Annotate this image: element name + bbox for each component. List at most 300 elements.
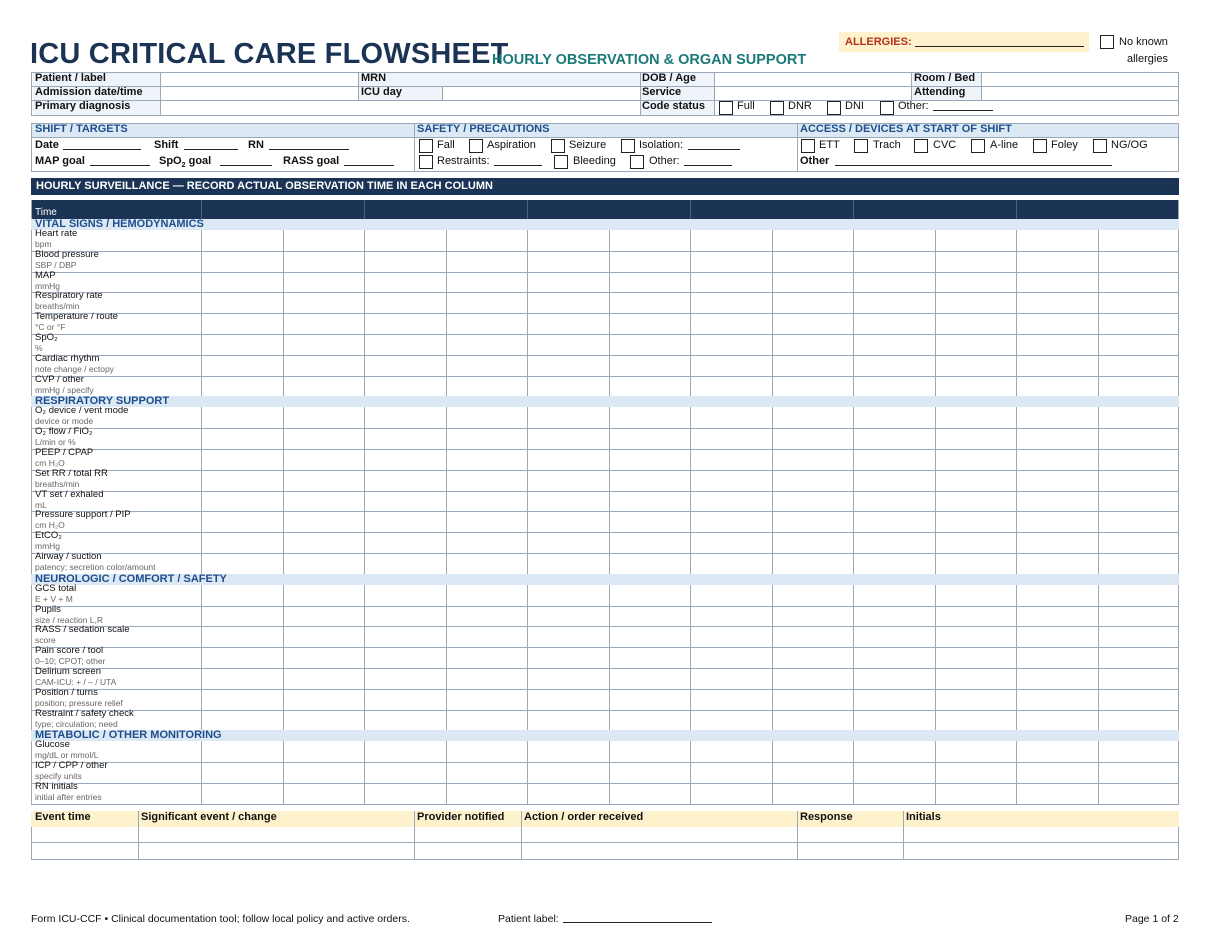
observation-cell[interactable] (610, 607, 690, 626)
fall-checkbox[interactable] (419, 139, 433, 153)
observation-cell[interactable] (1017, 512, 1097, 531)
observation-cell[interactable] (1017, 471, 1097, 490)
observation-cell[interactable] (1099, 763, 1179, 782)
observation-cell[interactable] (1099, 314, 1179, 333)
observation-cell[interactable] (854, 607, 934, 626)
allergies-field[interactable] (915, 46, 1084, 47)
observation-cell[interactable] (773, 293, 853, 312)
observation-cell[interactable] (284, 784, 364, 803)
observation-cell[interactable] (1017, 586, 1097, 605)
observation-cell[interactable] (284, 627, 364, 646)
observation-cell[interactable] (447, 231, 527, 250)
observation-cell[interactable] (365, 335, 445, 354)
trach-checkbox[interactable] (854, 139, 868, 153)
observation-cell[interactable] (1099, 231, 1179, 250)
observation-cell[interactable] (1099, 356, 1179, 375)
observation-cell[interactable] (1017, 763, 1097, 782)
observation-cell[interactable] (202, 314, 282, 333)
observation-cell[interactable] (528, 533, 608, 552)
event-time-cell[interactable] (33, 844, 138, 858)
observation-cell[interactable] (1017, 784, 1097, 803)
observation-cell[interactable] (365, 554, 445, 573)
observation-cell[interactable] (284, 252, 364, 271)
rass-goal-field[interactable] (344, 165, 394, 166)
observation-cell[interactable] (1099, 648, 1179, 667)
observation-cell[interactable] (936, 690, 1016, 709)
observation-cell[interactable] (447, 784, 527, 803)
observation-cell[interactable] (691, 586, 771, 605)
isolation-checkbox[interactable] (621, 139, 635, 153)
observation-cell[interactable] (936, 273, 1016, 292)
observation-cell[interactable] (1099, 335, 1179, 354)
observation-cell[interactable] (773, 648, 853, 667)
observation-cell[interactable] (447, 252, 527, 271)
observation-cell[interactable] (528, 231, 608, 250)
observation-cell[interactable] (854, 314, 934, 333)
observation-cell[interactable] (854, 742, 934, 761)
observation-cell[interactable] (528, 586, 608, 605)
observation-cell[interactable] (365, 471, 445, 490)
observation-cell[interactable] (528, 273, 608, 292)
observation-cell[interactable] (691, 408, 771, 427)
observation-cell[interactable] (691, 450, 771, 469)
observation-cell[interactable] (528, 742, 608, 761)
observation-cell[interactable] (528, 252, 608, 271)
observation-cell[interactable] (610, 231, 690, 250)
observation-cell[interactable] (610, 273, 690, 292)
footer-patient-field[interactable] (563, 922, 712, 923)
observation-cell[interactable] (284, 533, 364, 552)
observation-cell[interactable] (447, 627, 527, 646)
observation-cell[interactable] (854, 471, 934, 490)
observation-cell[interactable] (773, 742, 853, 761)
observation-cell[interactable] (773, 784, 853, 803)
observation-cell[interactable] (365, 252, 445, 271)
observation-cell[interactable] (773, 492, 853, 511)
observation-cell[interactable] (1099, 252, 1179, 271)
shift-field[interactable] (184, 149, 238, 150)
observation-cell[interactable] (936, 648, 1016, 667)
event-time-cell[interactable] (33, 828, 138, 842)
observation-cell[interactable] (447, 554, 527, 573)
observation-cell[interactable] (202, 648, 282, 667)
observation-cell[interactable] (365, 648, 445, 667)
observation-cell[interactable] (365, 586, 445, 605)
observation-cell[interactable] (610, 492, 690, 511)
safety-other-checkbox[interactable] (630, 155, 644, 169)
observation-cell[interactable] (1099, 273, 1179, 292)
observation-cell[interactable] (936, 763, 1016, 782)
observation-cell[interactable] (528, 293, 608, 312)
event-description-cell[interactable] (139, 828, 414, 842)
observation-cell[interactable] (447, 408, 527, 427)
rn-field[interactable] (269, 149, 349, 150)
observation-cell[interactable] (610, 408, 690, 427)
observation-cell[interactable] (854, 648, 934, 667)
observation-cell[interactable] (691, 648, 771, 667)
observation-cell[interactable] (1017, 648, 1097, 667)
observation-cell[interactable] (1017, 356, 1097, 375)
observation-cell[interactable] (447, 356, 527, 375)
observation-cell[interactable] (854, 492, 934, 511)
map-goal-field[interactable] (90, 165, 150, 166)
observation-cell[interactable] (365, 533, 445, 552)
observation-cell[interactable] (936, 314, 1016, 333)
observation-cell[interactable] (610, 784, 690, 803)
observation-cell[interactable] (1099, 627, 1179, 646)
observation-cell[interactable] (202, 554, 282, 573)
observation-cell[interactable] (610, 450, 690, 469)
observation-cell[interactable] (528, 690, 608, 709)
observation-cell[interactable] (447, 711, 527, 730)
observation-cell[interactable] (365, 492, 445, 511)
observation-cell[interactable] (773, 669, 853, 688)
observation-cell[interactable] (1017, 231, 1097, 250)
observation-cell[interactable] (936, 742, 1016, 761)
observation-cell[interactable] (773, 273, 853, 292)
foley-checkbox[interactable] (1033, 139, 1047, 153)
access-other-field[interactable] (835, 165, 1112, 166)
observation-cell[interactable] (936, 356, 1016, 375)
observation-cell[interactable] (691, 356, 771, 375)
observation-cell[interactable] (202, 492, 282, 511)
observation-cell[interactable] (1099, 471, 1179, 490)
observation-cell[interactable] (284, 711, 364, 730)
observation-cell[interactable] (365, 377, 445, 396)
observation-cell[interactable] (936, 408, 1016, 427)
observation-cell[interactable] (936, 231, 1016, 250)
observation-cell[interactable] (1017, 627, 1097, 646)
observation-cell[interactable] (202, 429, 282, 448)
observation-cell[interactable] (284, 648, 364, 667)
observation-cell[interactable] (691, 607, 771, 626)
observation-cell[interactable] (1099, 533, 1179, 552)
observation-cell[interactable] (854, 554, 934, 573)
observation-cell[interactable] (1017, 429, 1097, 448)
observation-cell[interactable] (936, 627, 1016, 646)
code-other-field[interactable] (933, 110, 993, 111)
aspiration-checkbox[interactable] (469, 139, 483, 153)
observation-cell[interactable] (610, 586, 690, 605)
observation-cell[interactable] (365, 784, 445, 803)
ngog-checkbox[interactable] (1093, 139, 1107, 153)
observation-cell[interactable] (202, 512, 282, 531)
observation-cell[interactable] (1099, 429, 1179, 448)
observation-cell[interactable] (202, 784, 282, 803)
observation-cell[interactable] (202, 586, 282, 605)
observation-cell[interactable] (365, 512, 445, 531)
observation-cell[interactable] (202, 252, 282, 271)
observation-cell[interactable] (365, 273, 445, 292)
observation-cell[interactable] (936, 293, 1016, 312)
observation-cell[interactable] (1017, 408, 1097, 427)
observation-cell[interactable] (365, 763, 445, 782)
observation-cell[interactable] (447, 450, 527, 469)
restraints-field[interactable] (494, 165, 542, 166)
observation-cell[interactable] (365, 450, 445, 469)
code-other-checkbox[interactable] (880, 101, 894, 115)
observation-cell[interactable] (854, 512, 934, 531)
observation-cell[interactable] (1099, 408, 1179, 427)
observation-cell[interactable] (365, 356, 445, 375)
observation-cell[interactable] (202, 742, 282, 761)
observation-cell[interactable] (610, 429, 690, 448)
observation-cell[interactable] (202, 356, 282, 375)
code-full-checkbox[interactable] (719, 101, 733, 115)
observation-cell[interactable] (447, 273, 527, 292)
observation-cell[interactable] (202, 450, 282, 469)
observation-cell[interactable] (284, 356, 364, 375)
observation-cell[interactable] (854, 533, 934, 552)
observation-cell[interactable] (1099, 293, 1179, 312)
observation-cell[interactable] (691, 669, 771, 688)
observation-cell[interactable] (610, 648, 690, 667)
observation-cell[interactable] (854, 377, 934, 396)
observation-cell[interactable] (528, 784, 608, 803)
aline-checkbox[interactable] (971, 139, 985, 153)
observation-cell[interactable] (528, 669, 608, 688)
observation-cell[interactable] (691, 335, 771, 354)
observation-cell[interactable] (528, 607, 608, 626)
observation-cell[interactable] (691, 512, 771, 531)
observation-cell[interactable] (854, 586, 934, 605)
observation-cell[interactable] (773, 408, 853, 427)
observation-cell[interactable] (691, 492, 771, 511)
observation-cell[interactable] (610, 669, 690, 688)
observation-cell[interactable] (528, 648, 608, 667)
observation-cell[interactable] (854, 293, 934, 312)
observation-cell[interactable] (1099, 586, 1179, 605)
observation-cell[interactable] (447, 377, 527, 396)
date-field[interactable] (63, 149, 141, 150)
observation-cell[interactable] (1017, 252, 1097, 271)
observation-cell[interactable] (447, 763, 527, 782)
observation-cell[interactable] (1099, 669, 1179, 688)
observation-cell[interactable] (202, 690, 282, 709)
observation-cell[interactable] (1017, 314, 1097, 333)
observation-cell[interactable] (365, 742, 445, 761)
code-dnr-checkbox[interactable] (770, 101, 784, 115)
observation-cell[interactable] (936, 377, 1016, 396)
observation-cell[interactable] (691, 690, 771, 709)
observation-cell[interactable] (854, 711, 934, 730)
observation-cell[interactable] (202, 377, 282, 396)
observation-cell[interactable] (447, 742, 527, 761)
observation-cell[interactable] (610, 763, 690, 782)
code-dni-checkbox[interactable] (827, 101, 841, 115)
observation-cell[interactable] (936, 607, 1016, 626)
observation-cell[interactable] (691, 429, 771, 448)
observation-cell[interactable] (202, 335, 282, 354)
observation-cell[interactable] (773, 314, 853, 333)
isolation-field[interactable] (688, 149, 740, 150)
observation-cell[interactable] (365, 711, 445, 730)
observation-cell[interactable] (936, 492, 1016, 511)
observation-cell[interactable] (691, 377, 771, 396)
observation-cell[interactable] (1099, 450, 1179, 469)
observation-cell[interactable] (610, 690, 690, 709)
observation-cell[interactable] (936, 533, 1016, 552)
observation-cell[interactable] (202, 711, 282, 730)
observation-cell[interactable] (365, 408, 445, 427)
observation-cell[interactable] (854, 231, 934, 250)
observation-cell[interactable] (936, 669, 1016, 688)
observation-cell[interactable] (691, 252, 771, 271)
observation-cell[interactable] (773, 533, 853, 552)
observation-cell[interactable] (773, 335, 853, 354)
observation-cell[interactable] (936, 471, 1016, 490)
observation-cell[interactable] (528, 450, 608, 469)
observation-cell[interactable] (202, 471, 282, 490)
observation-cell[interactable] (610, 512, 690, 531)
observation-cell[interactable] (528, 711, 608, 730)
observation-cell[interactable] (365, 314, 445, 333)
observation-cell[interactable] (936, 335, 1016, 354)
observation-cell[interactable] (528, 492, 608, 511)
observation-cell[interactable] (528, 627, 608, 646)
observation-cell[interactable] (284, 231, 364, 250)
observation-cell[interactable] (284, 273, 364, 292)
observation-cell[interactable] (1017, 742, 1097, 761)
observation-cell[interactable] (202, 231, 282, 250)
observation-cell[interactable] (1017, 450, 1097, 469)
observation-cell[interactable] (1099, 742, 1179, 761)
observation-cell[interactable] (854, 356, 934, 375)
restraints-checkbox[interactable] (419, 155, 433, 169)
observation-cell[interactable] (202, 533, 282, 552)
observation-cell[interactable] (447, 512, 527, 531)
observation-cell[interactable] (528, 314, 608, 333)
observation-cell[interactable] (447, 429, 527, 448)
observation-cell[interactable] (447, 586, 527, 605)
observation-cell[interactable] (773, 711, 853, 730)
observation-cell[interactable] (936, 586, 1016, 605)
observation-cell[interactable] (691, 784, 771, 803)
observation-cell[interactable] (528, 408, 608, 427)
observation-cell[interactable] (284, 335, 364, 354)
observation-cell[interactable] (284, 314, 364, 333)
observation-cell[interactable] (773, 471, 853, 490)
observation-cell[interactable] (284, 408, 364, 427)
observation-cell[interactable] (936, 429, 1016, 448)
observation-cell[interactable] (773, 554, 853, 573)
observation-cell[interactable] (1099, 554, 1179, 573)
observation-cell[interactable] (1017, 293, 1097, 312)
observation-cell[interactable] (773, 231, 853, 250)
observation-cell[interactable] (936, 252, 1016, 271)
observation-cell[interactable] (284, 690, 364, 709)
observation-cell[interactable] (284, 763, 364, 782)
observation-cell[interactable] (1099, 607, 1179, 626)
observation-cell[interactable] (691, 231, 771, 250)
observation-cell[interactable] (773, 377, 853, 396)
observation-cell[interactable] (610, 742, 690, 761)
observation-cell[interactable] (365, 690, 445, 709)
observation-cell[interactable] (854, 763, 934, 782)
observation-cell[interactable] (773, 512, 853, 531)
observation-cell[interactable] (936, 512, 1016, 531)
observation-cell[interactable] (447, 648, 527, 667)
observation-cell[interactable] (365, 627, 445, 646)
observation-cell[interactable] (284, 471, 364, 490)
observation-cell[interactable] (773, 356, 853, 375)
observation-cell[interactable] (1017, 711, 1097, 730)
observation-cell[interactable] (1017, 607, 1097, 626)
observation-cell[interactable] (691, 711, 771, 730)
observation-cell[interactable] (365, 231, 445, 250)
observation-cell[interactable] (284, 429, 364, 448)
observation-cell[interactable] (528, 763, 608, 782)
observation-cell[interactable] (1017, 690, 1097, 709)
observation-cell[interactable] (610, 252, 690, 271)
observation-cell[interactable] (284, 586, 364, 605)
observation-cell[interactable] (691, 742, 771, 761)
observation-cell[interactable] (284, 669, 364, 688)
observation-cell[interactable] (854, 690, 934, 709)
observation-cell[interactable] (284, 377, 364, 396)
observation-cell[interactable] (936, 711, 1016, 730)
observation-cell[interactable] (365, 607, 445, 626)
observation-cell[interactable] (447, 492, 527, 511)
observation-cell[interactable] (1017, 377, 1097, 396)
observation-cell[interactable] (447, 314, 527, 333)
observation-cell[interactable] (202, 408, 282, 427)
observation-cell[interactable] (854, 429, 934, 448)
observation-cell[interactable] (528, 429, 608, 448)
observation-cell[interactable] (202, 763, 282, 782)
observation-cell[interactable] (610, 711, 690, 730)
observation-cell[interactable] (773, 763, 853, 782)
observation-cell[interactable] (773, 586, 853, 605)
safety-other-field[interactable] (684, 165, 732, 166)
observation-cell[interactable] (1099, 377, 1179, 396)
observation-cell[interactable] (610, 471, 690, 490)
observation-cell[interactable] (691, 554, 771, 573)
observation-cell[interactable] (610, 356, 690, 375)
observation-cell[interactable] (854, 335, 934, 354)
observation-cell[interactable] (936, 450, 1016, 469)
spo2-goal-field[interactable] (220, 165, 272, 166)
observation-cell[interactable] (936, 784, 1016, 803)
observation-cell[interactable] (365, 669, 445, 688)
observation-cell[interactable] (773, 450, 853, 469)
observation-cell[interactable] (691, 314, 771, 333)
observation-cell[interactable] (854, 408, 934, 427)
observation-cell[interactable] (691, 273, 771, 292)
observation-cell[interactable] (691, 763, 771, 782)
observation-cell[interactable] (447, 690, 527, 709)
observation-cell[interactable] (1017, 273, 1097, 292)
observation-cell[interactable] (854, 669, 934, 688)
observation-cell[interactable] (610, 533, 690, 552)
observation-cell[interactable] (447, 471, 527, 490)
observation-cell[interactable] (610, 377, 690, 396)
observation-cell[interactable] (854, 252, 934, 271)
observation-cell[interactable] (773, 607, 853, 626)
observation-cell[interactable] (284, 554, 364, 573)
observation-cell[interactable] (365, 429, 445, 448)
observation-cell[interactable] (854, 450, 934, 469)
observation-cell[interactable] (773, 627, 853, 646)
observation-cell[interactable] (610, 293, 690, 312)
observation-cell[interactable] (284, 492, 364, 511)
observation-cell[interactable] (528, 471, 608, 490)
ett-checkbox[interactable] (801, 139, 815, 153)
observation-cell[interactable] (284, 742, 364, 761)
observation-cell[interactable] (202, 293, 282, 312)
observation-cell[interactable] (691, 627, 771, 646)
cvc-checkbox[interactable] (914, 139, 928, 153)
